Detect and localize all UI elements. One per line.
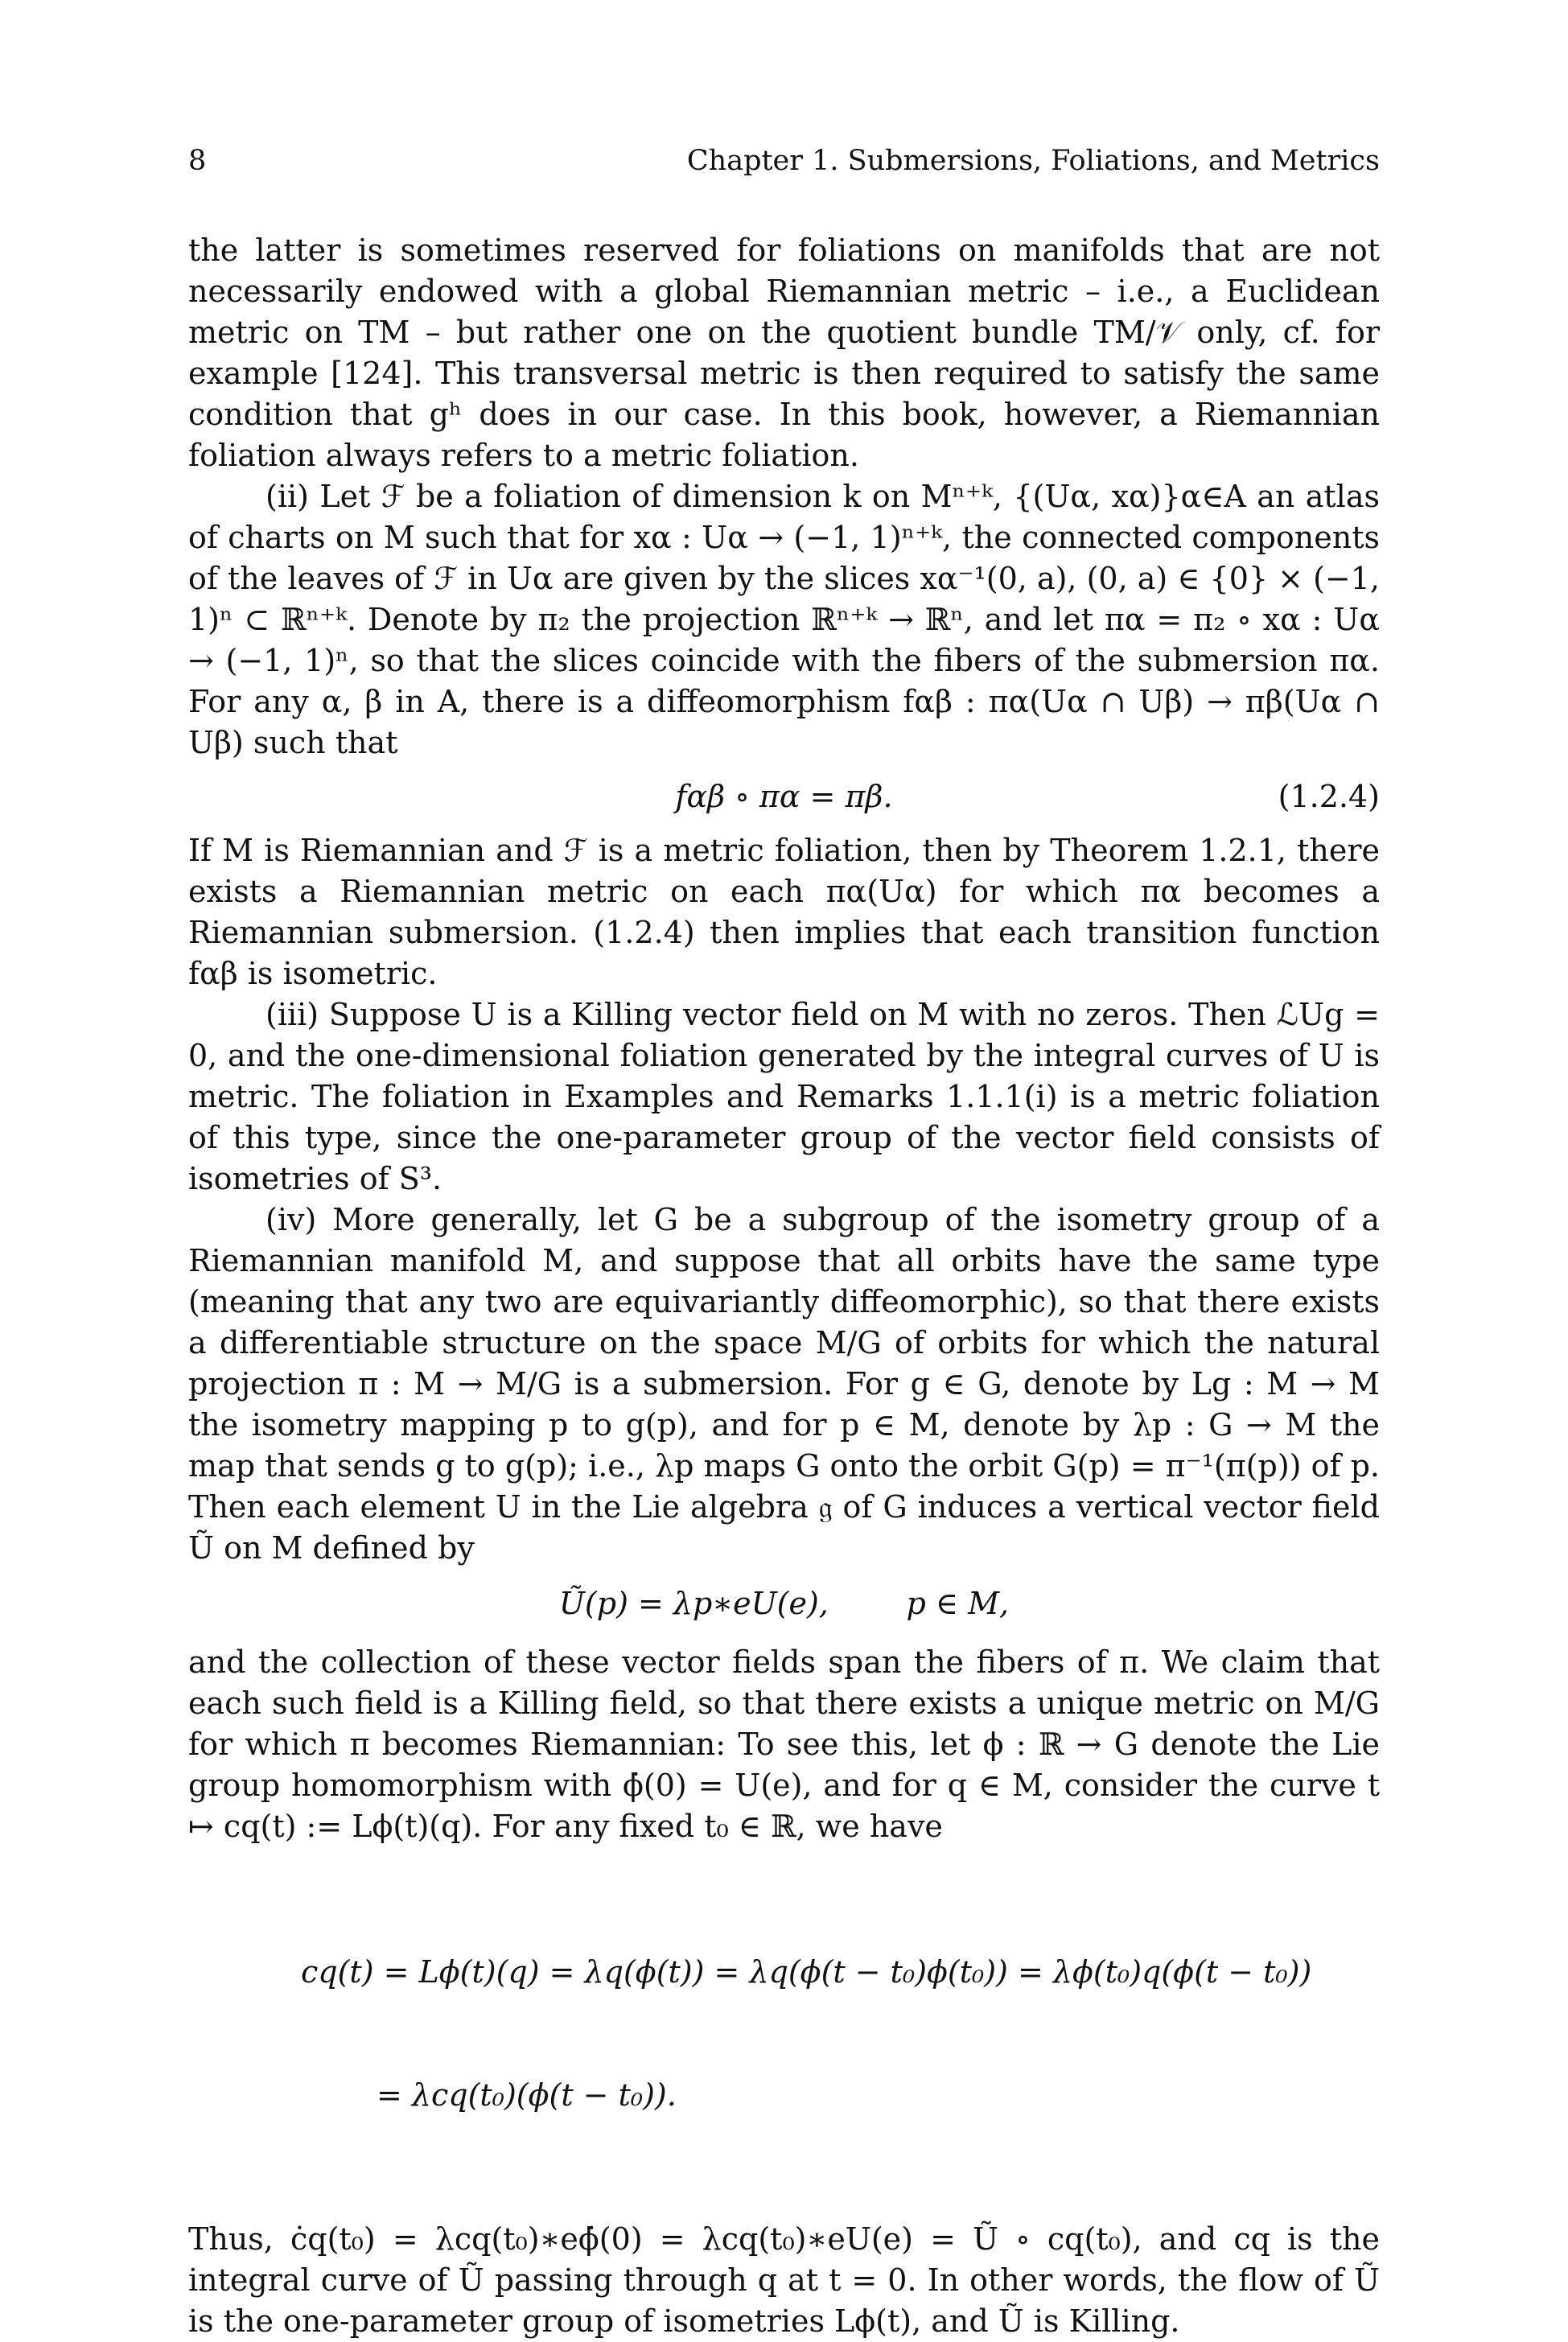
paragraph-example-ii: (ii) Let ℱ be a foliation of dimension k on Mⁿ⁺ᵏ, {(Uα, xα)}α∈A an atlas of charts on M such that for xα : Uα → (−1, 1)ⁿ⁺ᵏ, the connected components of the leaves of ℱ in Uα are given by the slices xα⁻¹(0, a), (0, a) ∈ {0} × (−1, 1)ⁿ ⊂ ℝⁿ⁺ᵏ. Denote by π₂ the projection ℝⁿ⁺ᵏ → ℝⁿ, and let πα = π₂ ∘ xα : Uα → (−1, 1)ⁿ, so that the slices coincide with the fibers of the submersion πα. For any α, β in A, there is a diffeomorphism fαβ : πα(Uα ∩ Uβ) → πβ(Uα ∩ Uβ) such that [188,479,1380,760]
paragraph-killing-claim: and the collection of these vector fields span the fibers of π. We claim that each such field is a Killing field, so that there exists a unique metric on M/G for which π becomes Riemannian: To see this, let ϕ : ℝ → G denote the Lie group homomorphism with ϕ̇(0) = U(e), and for q ∈ M, consider the curve t ↦ cq(t) := Lϕ(t)(q). For any fixed t₀ ∈ ℝ, we have [188,1644,1380,1844]
equation-1-2-4 [188,776,1380,817]
paragraph-example-iii: (iii) Suppose U is a Killing vector field on M with no zeros. Then ℒUg = 0, and the one-dimensional foliation generated by the integral curves of U is metric. The foliation in Examples and Remarks 1.1.1(i) is a metric foliation of this type, since the one-parameter group of the vector field consists of isometries of S³. [188,997,1380,1196]
paragraph-continuation: the latter is sometimes reserved for foliations on manifolds that are not necessarily endowed with a global Riemannian metric – i.e., a Euclidean metric on TM – but rather one on the quotient bundle TM/𝒱 only, cf. for example [124]. This transversal metric is then required to satisfy the same condition that gʰ does in our case. In this book, however, a Riemannian foliation always refers to a metric foliation. [188,233,1380,473]
equation-line-2: = λcq(t₀)(ϕ(t − t₀)). [377,2077,677,2113]
page-number: 8 [188,145,207,177]
paragraph-conclusion: Thus, ċq(t₀) = λcq(t₀)∗eϕ̇(0) = λcq(t₀)∗eU(e) = Ũ ∘ cq(t₀), and cq is the integral curve of Ũ passing through q at t = 0. In other words, the flow of Ũ is the one-parameter group of isometries Lϕ(t), and Ũ is Killing. [188,2221,1380,2339]
equation-curve [301,1870,1380,2198]
equation-vertical-field: Ũ(p) = λp∗eU(e), p ∈ M, [558,1586,1010,1621]
main-text [188,230,1380,2342]
running-header [188,143,1380,179]
equation-line-1: cq(t) = Lϕ(t)(q) = λq(ϕ(t)) = λq(ϕ(t − t₀)ϕ(t₀)) = λϕ(t₀)q(ϕ(t − t₀)) [301,1954,1312,1990]
chapter-title: Chapter 1. Submersions, Foliations, and Metrics [686,145,1380,177]
paragraph-example-iv: (iv) More generally, let G be a subgroup of the isometry group of a Riemannian manifold M, and suppose that all orbits have the same type (meaning that any two are equivariantly diffeomorphic), so that there exists a differentiable structure on the space M/G of orbits for which the natural projection π : M → M/G is a submersion. For g ∈ G, denote by Lg : M → M the isometry mapping p to g(p), and for p ∈ M, denote by λp : G → M the map that sends g to g(p); i.e., λp maps G onto the orbit G(p) = π⁻¹(π(p)) of p. Then each element U in the Lie algebra 𝔤 of G induces a vertical vector field Ũ on M defined by [188,1202,1380,1566]
paragraph-riemannian: If M is Riemannian and ℱ is a metric foliation, then by Theorem 1.2.1, there exists a Riemannian metric on each πα(Uα) for which πα becomes a Riemannian submersion. (1.2.4) then implies that each transition function fαβ is isometric. [188,833,1380,991]
equation-body: fαβ ∘ πα = πβ. [675,779,893,814]
equation-number: (1.2.4) [1278,779,1380,814]
